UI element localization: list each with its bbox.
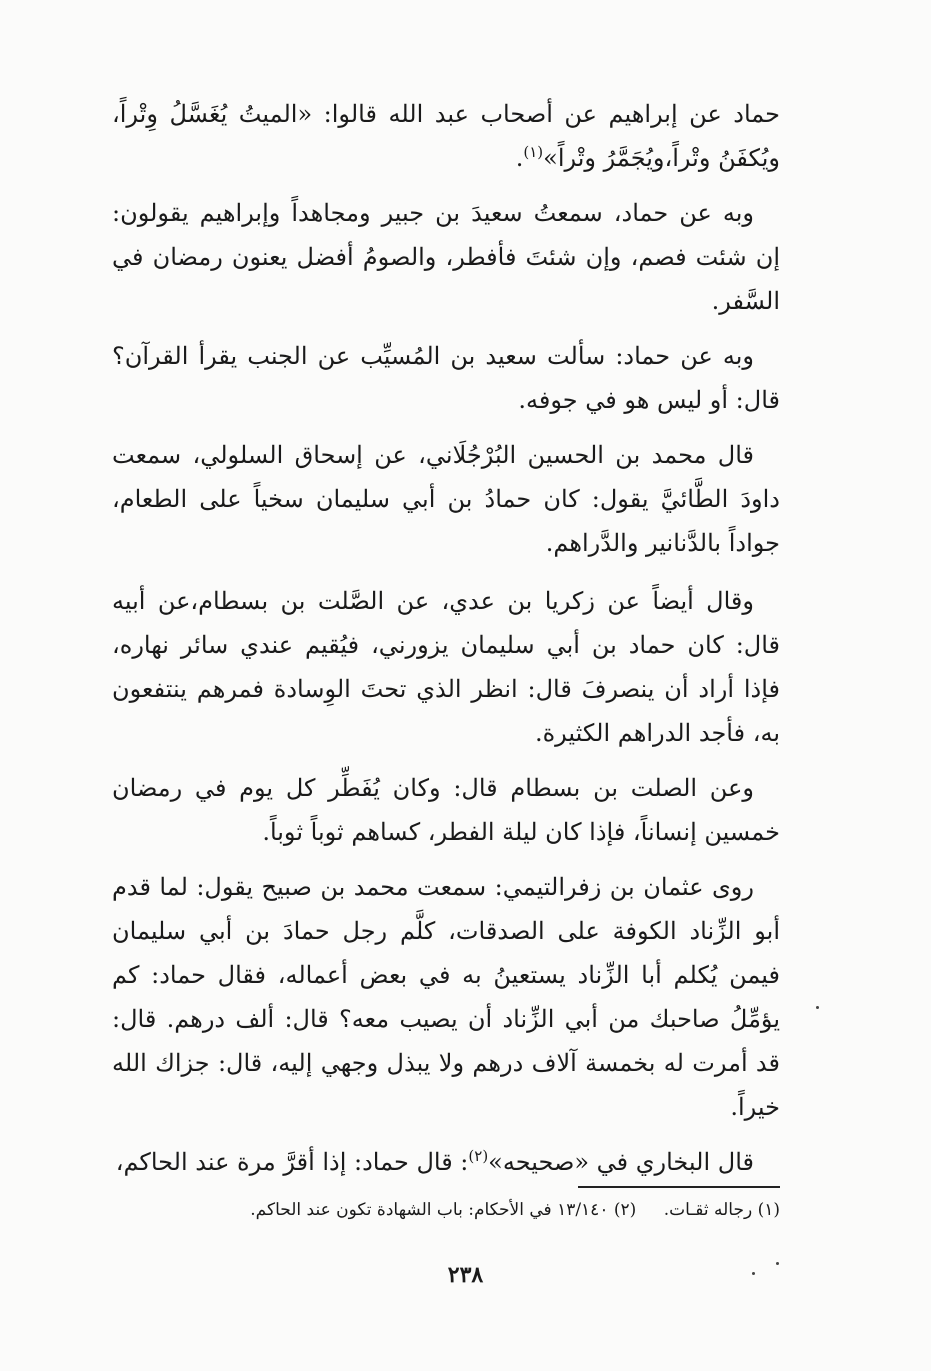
- paragraph-7: روى عثمان بن زفرالتيمي: سمعت محمد بن صبيح يقول: لما قدم أبو الزِّناد الكوفة على الصدقات، كلَّم رجل حمادَ بن أبي سليمان فيمن يُكلم أبا الزِّناد يستعينُ به في بعض أعماله، فقال حماد: كم يؤمِّلُ صاحبك من أبي الزِّناد أن يصيب معه؟ قال: ألف درهم. قال: قد أمرت له بخمسة آلاف درهم ولا يبذل وجهي إليه، قال: جزاك الله خيراً.: [112, 873, 780, 1121]
- scan-speck: [816, 1006, 819, 1009]
- paragraph-5: وقال أيضاً عن زكريا بن عدي، عن الصَّلت بن بسطام،عن أبيه قال: كان حماد بن أبي سليمان يزورني، فيُقيم عندي سائر نهاره، فإذا أراد أن ينصرفَ قال: انظر الذي تحتَ الوِسادة فمرهم ينتفعون به، فأجد الدراهم الكثيرة.: [112, 587, 780, 747]
- scan-speck: [752, 1272, 755, 1275]
- scan-speck: [776, 1262, 779, 1265]
- main-text: [112, 92, 780, 1195]
- paragraph-6: وعن الصلت بن بسطام قال: وكان يُفَطِّر كل يوم في رمضان خمسين إنساناً، فإذا كان ليلة الفطر، كساهم ثوباً ثوباً.: [112, 774, 780, 846]
- footnote-1: (١) رجاله ثقـات.: [663, 1200, 780, 1220]
- paragraph-2: وبه عن حماد، سمعتُ سعيدَ بن جبير ومجاهداً وإبراهيم يقولون: إن شئت فصم، وإن شئتَ فأفطر، والصومُ أفضل يعنون رمضان في السَّفر.: [112, 199, 780, 315]
- page-number: ٢٣٨: [447, 1262, 484, 1288]
- footnote-2: (٢) ١٣/١٤٠ في الأحكام: باب الشهادة تكون عند الحاكم.: [250, 1200, 637, 1220]
- paragraph-1: حماد عن إبراهيم عن أصحاب عبد الله قالوا: «الميتُ يُغَسَّلُ وِتْراً، ويُكفَنُ وتْراً،ويُجَمَّرُ وتْراً»$^{(١)}$.: [112, 100, 780, 172]
- footnotes: [112, 1196, 780, 1224]
- paragraph-3: وبه عن حماد: سألت سعيد بن المُسيِّب عن الجنب يقرأ القرآن؟ قال: أو ليس هو في جوفه.: [112, 342, 780, 414]
- paragraph-8: قال البخاري في «صحيحه»$^{(٢)}$: قال حماد: إذا أقرَّ مرة عند الحاكم،: [115, 1147, 754, 1176]
- footnote-separator: [578, 1186, 780, 1188]
- footnote-marker-2[interactable]: (٢): [468, 1147, 489, 1165]
- paragraph-4: قال محمد بن الحسين البُرْجُلَاني، عن إسحاق السلولي، سمعت داودَ الطَّائيَّ يقول: كان حمادُ بن أبي سليمان سخياً على الطعام، جواداً بالدَّنانير والدَّراهم.: [112, 441, 780, 557]
- footnote-marker-1[interactable]: (١): [523, 143, 544, 161]
